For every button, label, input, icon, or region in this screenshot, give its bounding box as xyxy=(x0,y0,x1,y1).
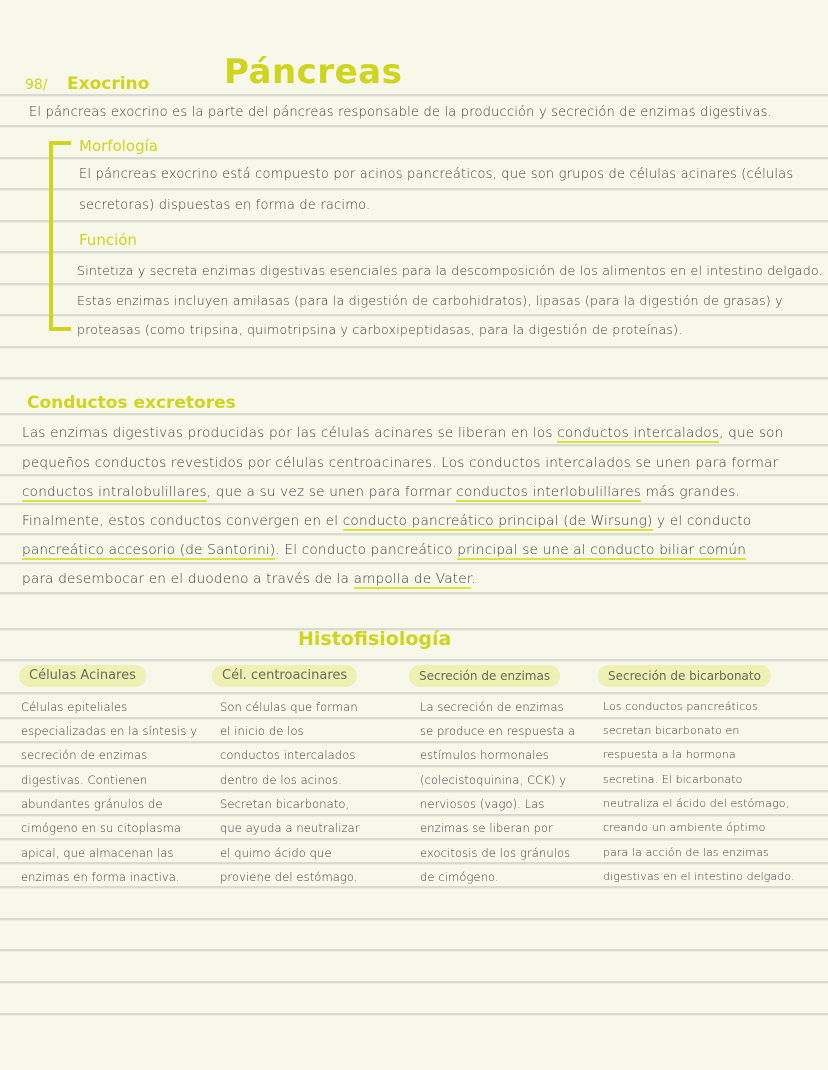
column-line: proviene del estómago. xyxy=(220,870,358,884)
column-line: para la acción de las enzimas xyxy=(603,846,769,859)
column-line: digestivas en el intestino delgado. xyxy=(603,870,795,883)
column-line: apical, que almacenan las xyxy=(21,846,174,860)
page-number: 98/ xyxy=(25,77,48,93)
morfologia-line: El páncreas exocrino está compuesto por acinos pancreáticos, que son grupos de células acinares (células xyxy=(79,167,794,182)
conductos-line: para desembocar en el duodeno a través de la ampolla de Vater. xyxy=(22,571,476,587)
column-line: secretina. El bicarbonato xyxy=(603,773,743,786)
column-line: se produce en respuesta a xyxy=(420,724,576,738)
intro-text: El páncreas exocrino es la parte del páncreas responsable de la producción y secreción de enzimas digestivas. xyxy=(29,105,772,120)
morfologia-line: secretoras) dispuestas en forma de racimo. xyxy=(79,198,371,213)
conductos-line: Las enzimas digestivas producidas por las células acinares se liberan en los conductos intercalados, que son xyxy=(22,425,784,441)
column-line: Células epiteliales xyxy=(21,700,128,714)
column-line: nerviosos (vago). Las xyxy=(420,797,545,811)
funcion-heading: Función xyxy=(79,231,137,249)
column-line: Los conductos pancreáticos xyxy=(603,700,758,713)
column-line: que ayuda a neutralizar xyxy=(220,821,360,835)
column-line: neutraliza el ácido del estómago, xyxy=(603,797,790,810)
histofisiologia-heading: Histofisiología xyxy=(298,628,452,650)
column-line: secreción de enzimas xyxy=(21,748,148,762)
conductos-line: pequeños conductos revestidos por células centroacinares. Los conductos intercalados se unen para formar xyxy=(22,455,779,471)
conductos-heading: Conductos excretores xyxy=(27,393,236,413)
conductos-line: pancreático accesorio (de Santorini). El conducto pancreático principal se une al conducto biliar común xyxy=(22,542,747,558)
conductos-line: Finalmente, estos conductos convergen en el conducto pancreático principal (de Wirsung) y el conducto xyxy=(22,513,752,529)
column-line: Secretan bicarbonato, xyxy=(220,797,350,811)
column-line: creando un ambiente óptimo xyxy=(603,821,766,834)
column-line: dentro de los acinos. xyxy=(220,773,342,787)
funcion-line: Estas enzimas incluyen amilasas (para la digestión de carbohidratos), lipasas (para la digestión de grasas) y xyxy=(77,293,783,308)
funcion-line: proteasas (como tripsina, quimotripsina y carboxipeptidasas, para la digestión de proteínas). xyxy=(77,322,683,337)
column-line: secretan bicarbonato en xyxy=(603,724,740,737)
column-title-secrecion-enzimas: Secreción de enzimas xyxy=(409,665,560,687)
column-line: respuesta a la hormona xyxy=(603,748,736,761)
column-title-acinares: Células Acinares xyxy=(19,665,146,687)
column-line: cimógeno en su citoplasma xyxy=(21,821,182,835)
column-line: estímulos hormonales xyxy=(420,748,549,762)
column-line: La secreción de enzimas xyxy=(420,700,564,714)
column-line: Son células que forman xyxy=(220,700,358,714)
funcion-line: Sintetiza y secreta enzimas digestivas esenciales para la descomposición de los alimentos en el intestino delgado. xyxy=(77,263,823,278)
column-line: exocitosis de los gránulos xyxy=(420,846,571,860)
column-title-centroacinares: Cél. centroacinares xyxy=(212,665,357,687)
section-subtitle: Exocrino xyxy=(67,74,150,94)
column-line: conductos intercalados xyxy=(220,748,356,762)
column-line: digestivas. Contienen xyxy=(21,773,148,787)
column-title-secrecion-bicarbonato: Secreción de bicarbonato xyxy=(598,665,771,687)
column-line: el quimo ácido que xyxy=(220,846,332,860)
column-line: (colecistoquinina, CCK) y xyxy=(420,773,567,787)
column-line: enzimas en forma inactiva. xyxy=(21,870,180,884)
morfologia-heading: Morfología xyxy=(79,137,158,155)
page-title: Páncreas xyxy=(224,52,403,92)
column-line: de cimógeno. xyxy=(420,870,499,884)
column-line: enzimas se liberan por xyxy=(420,821,553,835)
column-line: el inicio de los xyxy=(220,724,304,738)
column-line: especializadas en la síntesis y xyxy=(21,724,198,738)
conductos-line: conductos intralobulillares, que a su vez se unen para formar conductos interlobulillares más grandes. xyxy=(22,484,741,500)
column-line: abundantes gránulos de xyxy=(21,797,163,811)
